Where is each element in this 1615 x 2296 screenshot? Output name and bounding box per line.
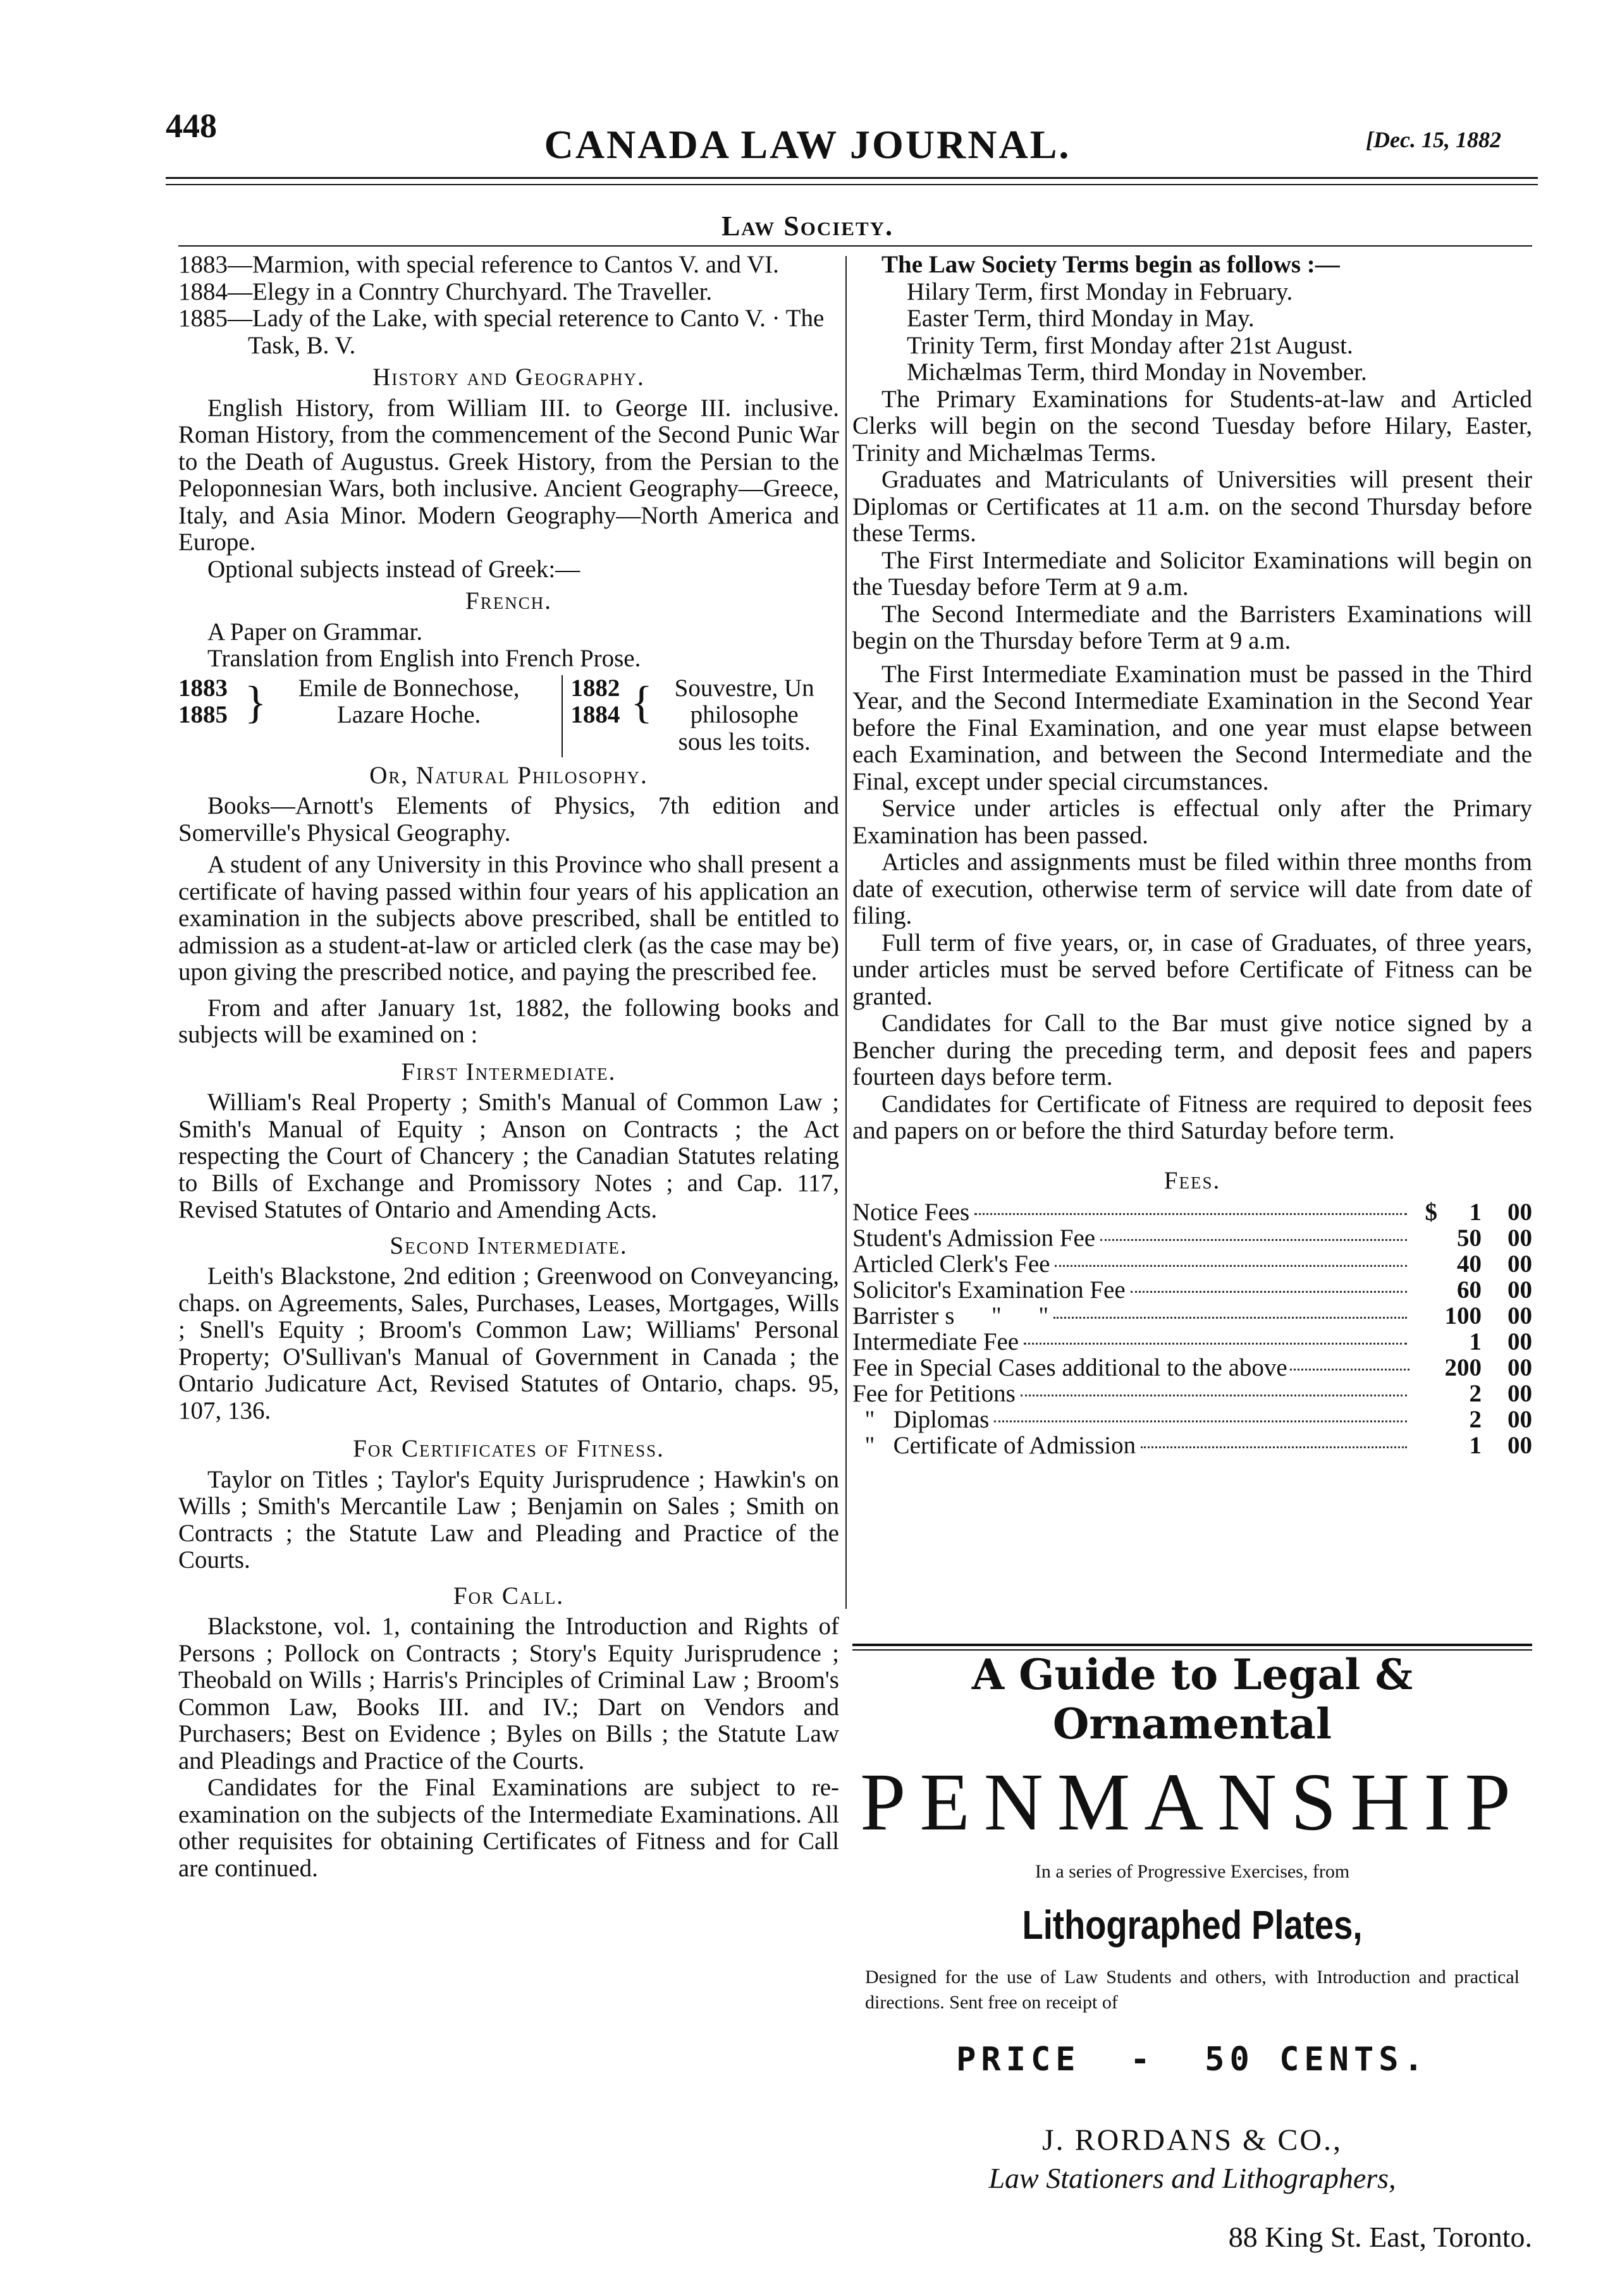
fee-label: Notice Fees [852, 1199, 970, 1226]
fee-cents: 00 [1508, 1199, 1532, 1226]
fee-label: Solicitor's Examination Fee [852, 1276, 1126, 1304]
fee-amount: 40 [1457, 1250, 1482, 1278]
terms-intro: The Law Society Terms begin as follows :— [881, 251, 1340, 278]
fee-label: Student's Admission Fee [852, 1224, 1096, 1252]
brace-left-a: } [244, 676, 267, 728]
history-heading: History and Geography. [372, 363, 645, 391]
header-rule-bottom [166, 184, 1538, 185]
fee-label: " Certificate of Admission [852, 1432, 1136, 1459]
first-intermediate-heading: First Intermediate. [401, 1058, 617, 1085]
fee-leader-dots [1131, 1291, 1407, 1293]
second-int-exam-text: The Second Intermediate and the Barristers Examinations will begin on the Thursday before Term at 9 a.m. [852, 600, 1532, 654]
french-years-a [178, 675, 245, 729]
canto-1883: 1883—Marmion, with special reference to Cantos V. and VI. [178, 251, 779, 278]
second-intermediate-text: Leith's Blackstone, 2nd edition ; Greenwood on Conveyancing, chaps. on Agreements, Sales, Purchases, Leases, Mortgages, Wills ; Snell's Equity ; Broom's Common Law; Williams' Personal Property; O'Sullivan's Manual of Government in Canada ; the Ontario Judicature Act, Revised Statutes of Ontario, chaps. 95, 107, 136. [178, 1262, 839, 1424]
fee-row [852, 1407, 1532, 1432]
fee-leader-dots [994, 1420, 1407, 1422]
fee-row [852, 1381, 1532, 1407]
service-text: Service under articles is effectual only after the Primary Examination has been passed. [852, 795, 1532, 849]
fee-amount: 200 [1444, 1354, 1482, 1381]
fee-row [852, 1277, 1532, 1303]
fee-row [852, 1355, 1532, 1381]
ad-series-line: In a series of Progressive Exercises, from [1035, 1861, 1350, 1882]
canto-1884: 1884—Elegy in a Conntry Churchyard. The Traveller. [178, 278, 713, 305]
fee-leader-dots [974, 1213, 1407, 1215]
journal-title: CANADA LAW JOURNAL. [544, 122, 1071, 167]
brace-left-b: { [630, 676, 653, 728]
canto-1885: 1885—Lady of the Lake, with special reterence to Canto V. · The Task, B. V. [178, 305, 825, 359]
ad-firm-subtitle: Law Stationers and Lithographers, [988, 2162, 1396, 2194]
issue-date: [Dec. 15, 1882 [1366, 127, 1501, 152]
fee-cents: 00 [1508, 1276, 1532, 1304]
fee-row [852, 1251, 1532, 1277]
fee-cents: 00 [1508, 1328, 1532, 1355]
fee-label: Barrister s " " [852, 1302, 1049, 1329]
fee-label: Fee in Special Cases additional to the above [852, 1354, 1287, 1381]
fee-cents: 00 [1508, 1432, 1532, 1459]
penmanship-advertisement [852, 1631, 1532, 2254]
from-after-text: From and after January 1st, 1882, the following books and subjects will be examined on : [178, 994, 839, 1048]
right-column [852, 252, 1532, 1458]
term-michaelmas: Michælmas Term, third Monday in November. [907, 358, 1367, 386]
fee-leader-dots [1100, 1239, 1407, 1241]
header-rule-top [166, 177, 1538, 179]
author-souvestre: Souvestre, Un [674, 674, 814, 702]
history-text: English History, from William III. to George III. inclusive. Roman History, from the commencement of the Second Punic War to the Death of Augustus. Greek History, from the Persian to the Peloponnesian Wars, both inclusive. Ancient Geography—Greece, Italy, and Asia Minor. Modern Geography—North America and Europe. [178, 394, 839, 556]
ad-penmanship: PENMANSHIP [860, 1757, 1525, 1848]
call-notice-text: Candidates for Call to the Bar must give notice signed by a Bencher during the preceding term, and deposit fees and papers fourteen days before term. [852, 1010, 1532, 1090]
fee-row [852, 1329, 1532, 1355]
ad-guide-line: A Guide to Legal & Ornamental [971, 1650, 1413, 1749]
year-1882: 1882 [570, 674, 620, 702]
author-hoche: Lazare Hoche. [336, 701, 481, 728]
first-intermediate-text: William's Real Property ; Smith's Manual of Common Law ; Smith's Manual of Equity ; Anson on Contracts ; the Act respecting the Court of Chancery ; the Canadian Statutes relating to Bills of Exchange and Promissory Notes ; and Cap. 117, Revised Statutes of Ontario and Amending Acts. [178, 1089, 839, 1223]
fee-row [852, 1303, 1532, 1329]
fee-cents: 00 [1508, 1380, 1532, 1407]
ad-price: PRICE - 50 CENTS. [956, 2041, 1428, 2079]
french-grammar: A Paper on Grammar. [207, 618, 423, 645]
fee-amount: 1 [1469, 1328, 1482, 1355]
second-intermediate-heading: Second Intermediate. [390, 1231, 628, 1259]
french-authors-table [178, 675, 839, 757]
fee-row [852, 1225, 1532, 1251]
fees-heading: Fees. [1164, 1166, 1221, 1194]
french-years-b [570, 675, 630, 729]
fee-amount: 2 [1469, 1380, 1482, 1407]
articles-text: Articles and assignments must be filed within three months from date of execution, otherwise term of service will date from date of filing. [852, 848, 1532, 929]
left-column [178, 252, 839, 1882]
author-philosophe: philosophe [690, 701, 799, 728]
fee-leader-dots [1055, 1265, 1407, 1267]
fees-table [852, 1199, 1532, 1458]
natural-heading: Or, Natural Philosophy. [369, 761, 648, 789]
fee-leader-dots [1290, 1369, 1409, 1371]
natural-text: Books—Arnott's Elements of Physics, 7th edition and Somerville's Physical Geography. [178, 792, 839, 846]
fee-amount: 1 [1469, 1199, 1482, 1226]
graduates-text: Graduates and Matriculants of Universities will present their Diplomas or Certificates at 11 a.m. on the second Thursday before these Terms. [852, 466, 1532, 547]
fee-amount: 60 [1457, 1276, 1482, 1304]
ad-firm-name: J. RORDANS & CO., [1041, 2123, 1343, 2157]
final-text: Candidates for the Final Examinations are subject to re-examination on the subjects of the Intermediate Examinations. All other requisites for obtaining Certificates of Fitness and for Call are continued. [178, 1774, 839, 1882]
ad-firm-address: 88 King St. East, Toronto. [1228, 2221, 1532, 2253]
fitness-heading: For Certificates of Fitness. [353, 1435, 665, 1462]
fee-row [852, 1432, 1532, 1458]
student-text: A student of any University in this Province who shall present a certificate of having passed within four years of his application an examination in the subjects above prescribed, shall be entitled to admission as a student-at-law or articled clerk (as the case may be) upon giving the prescribed notice, and paying the prescribed fee. [178, 851, 839, 986]
page-number: 448 [166, 107, 217, 145]
section-rule [178, 245, 1532, 247]
year-1884: 1884 [570, 701, 620, 728]
call-heading: For Call. [453, 1582, 565, 1609]
fee-label: Articled Clerk's Fee [852, 1250, 1050, 1278]
fee-dollar-sign: $ [1425, 1199, 1437, 1226]
column-divider [845, 256, 847, 1609]
fee-cents: 00 [1508, 1406, 1532, 1433]
fee-leader-dots [1053, 1317, 1407, 1319]
fee-label: Fee for Petitions [852, 1380, 1016, 1407]
fee-cents: 00 [1508, 1302, 1532, 1329]
year-1885: 1885 [178, 701, 228, 728]
fee-leader-dots [1141, 1446, 1407, 1448]
fee-label: " Diplomas [852, 1406, 990, 1433]
fee-amount: 50 [1457, 1224, 1482, 1252]
ad-litho-line: Lithographed Plates, [1022, 1902, 1363, 1948]
first-int-exam-text: The First Intermediate and Solicitor Examinations will begin on the Tuesday before Term at 9 a.m. [852, 546, 1532, 601]
fitness-text: Taylor on Titles ; Taylor's Equity Jurisprudence ; Hawkin's on Wills ; Smith's Mercantile Law ; Benjamin on Sales ; Smith on Contracts ; the Statute Law and Pleading and Practice of the Courts. [178, 1465, 839, 1573]
fee-cents: 00 [1508, 1250, 1532, 1278]
author-toits: sous les toits. [678, 728, 811, 755]
term-hilary: Hilary Term, first Monday in February. [907, 278, 1293, 305]
optional-text: Optional subjects instead of Greek:— [207, 555, 580, 583]
french-table-divider [562, 675, 563, 757]
french-heading: French. [465, 587, 552, 614]
fee-amount: 100 [1444, 1302, 1482, 1329]
year-1883: 1883 [178, 674, 228, 702]
french-authors-b [649, 675, 839, 756]
fee-row [852, 1199, 1532, 1225]
section-title: Law Society. [721, 211, 894, 241]
term-easter: Easter Term, third Monday in May. [907, 305, 1255, 332]
fee-amount: 1 [1469, 1432, 1482, 1459]
call-text: Blackstone, vol. 1, containing the Introduction and Rights of Persons ; Pollock on Contracts ; Story's Equity Jurisprudence ; Theobald on Wills ; Harris's Principles of Criminal Law ; Broom's Common Law, Books III. and IV.; Dart on Vendors and Purchasers; Best on Evidence ; Byles on Bills ; the Statute Law and Pleadings and Practice of the Courts. [178, 1613, 839, 1774]
fee-label: Intermediate Fee [852, 1328, 1019, 1355]
full-term-text: Full term of five years, or, in case of Graduates, of three years, under articles must be served before Certificate of Fitness can be granted. [852, 929, 1532, 1010]
fee-amount: 2 [1469, 1406, 1482, 1433]
primary-exam-text: The Primary Examinations for Students-at-law and Articled Clerks will begin on the second Tuesday before Hilary, Easter, Trinity and Michælmas Terms. [852, 385, 1532, 467]
ad-description: Designed for the use of Law Students and others, with Introduction and practical directions. Sent free on receipt of [865, 1967, 1520, 2013]
fitness-notice-text: Candidates for Certificate of Fitness are required to deposit fees and papers on or before the third Saturday before term. [852, 1090, 1532, 1144]
french-translation: Translation from English into French Prose. [207, 645, 641, 672]
fee-cents: 00 [1508, 1224, 1532, 1252]
author-bonnechose: Emile de Bonnechose, [298, 674, 520, 702]
term-trinity: Trinity Term, first Monday after 21st August. [907, 331, 1353, 359]
fee-leader-dots [1024, 1343, 1407, 1345]
fee-cents: 00 [1508, 1354, 1532, 1381]
french-authors-a [264, 675, 555, 729]
passing-text: The First Intermediate Examination must be passed in the Third Year, and the Second Intermediate Examination in the Second Year before the Final Examination, and one year must elapse between each Examination, and between the Second Intermediate and the Final, except under special circumstances. [852, 660, 1532, 795]
fee-leader-dots [1021, 1395, 1407, 1396]
